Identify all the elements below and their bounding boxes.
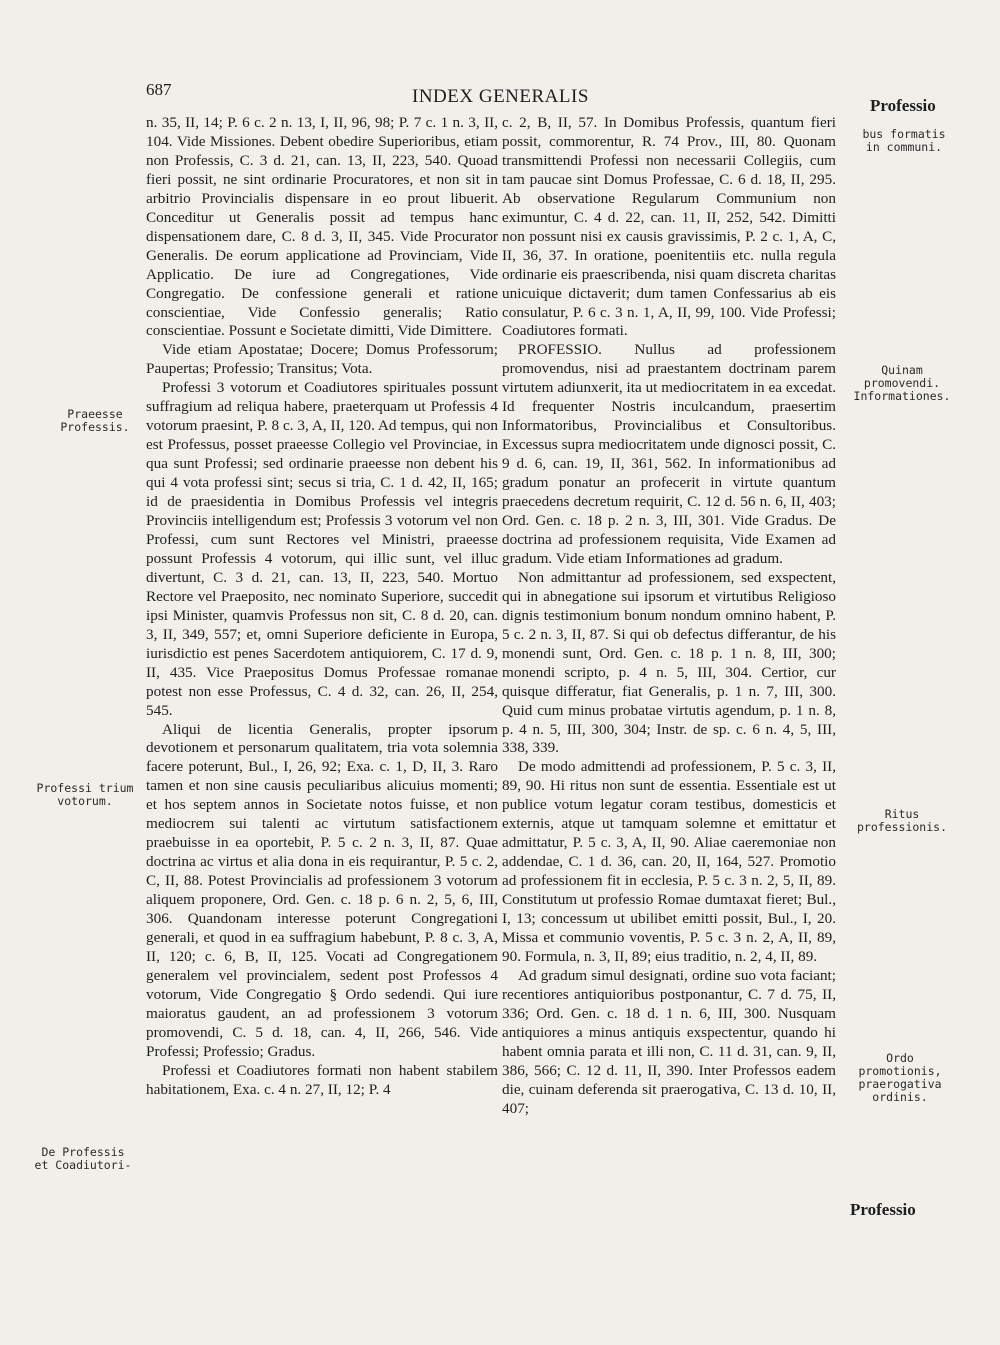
paragraph: Ad gradum simul designati, ordine suo vota faciant; recentiores antiquioribus postponantur, C. 7 d. 75, II, 336; Ord. Gen. c. 18 d. 1 n. 6, III, 300. Nusquam antiquiores a minus antiquis exspectentur, quando hi habent omnia parata et illi non, C. 11 d. 31, can. 9, II, 386, 566; C. 12 d. 11, II, 390. Inter Professos eadem die, cuinam deferenda sit praerogativa, C. 13 d. 10, II, 407; — [502, 966, 836, 1117]
catchword-bottom: Professio — [850, 1200, 916, 1219]
catchword-top: Professio — [870, 96, 936, 115]
margin-note: Professi trium votorum. — [36, 781, 134, 808]
margin-note: Quinam promovendi. Informationes. — [853, 363, 951, 403]
margin-note: Ritus professionis. — [856, 807, 947, 834]
paragraph: Professi et Coadiutores formati non habent stabilem habitationem, Exa. c. 4 n. 27, II, 12; P. 4 — [146, 1061, 498, 1098]
paragraph: n. 35, II, 14; P. 6 c. 2 n. 13, I, II, 96, 98; P. 7 c. 1 n. 3, II, 104. Vide Missiones. Debent obedire Superioribus, etiam non Professis, C. 3 d. 21, can. 13, II, 223, 540. Quoad fieri possit, ne sint ordinarie Procuratores, et non sit in arbitrio Provincialis dispensare in eo prout libuerit. Conceditur ut Generalis possit ad tempus hanc dispensationem dare, C. 8 d. 3, II, 345. Vide Procurator Generalis. De eorum applicatione ad Provinciam, Vide Applicatio. De iure ad Congregationes, Vide Congregatio. De confessione generali et ratione conscientiae, Vide Confessio generalis; Ratio conscientiae. Possunt e Societate dimitti, Vide Dimittere. — [146, 114, 498, 340]
margin-note: Ordo promotionis, praerogativa ordinis. — [858, 1051, 942, 1104]
margin-note: De Professis et Coadiutori- — [34, 1145, 132, 1172]
margin-note: bus formatis in communi. — [862, 127, 946, 154]
running-title: INDEX GENERALIS — [412, 86, 589, 107]
paragraph: Vide etiam Apostatae; Docere; Domus Professorum; Paupertas; Professio; Transitus; Vota. — [146, 341, 498, 378]
paragraph: Professi 3 votorum et Coadiutores spirituales possunt suffragium ad reliqua habere, praeterquam ut Professis 4 votorum praesint, P. 8 c. 3, A, II, 120. Ad tempus, qui non est Professus, posset praeesse Collegio vel Provinciae, in qua sunt Professi; sed ordinarie praeesse non debent his qui 4 vota professi sint; secus si tria, C. 1 d. 42, II, 165; id de praesidentia in Domibus Professis vel integris Provinciis intelligendum est; Professis 3 votorum vel non Professi, cum sunt Rectores vel Ministri, praeesse possunt Professis 4 votorum, qui illic sunt, vel illuc divertunt, C. 3 d. 21, can. 13, II, 223, 540. Mortuo Rectore vel Praeposito, nec nominato Superiore, succedit ipsi Minister, quamvis Professus non sit, C. 8 d. 20, can. 3, II, 349, 557; et, omni Superiore deficiente in Europa, iurisdictio est penes Sacerdotem antiquiorem, C. 17 d. 9, II, 435. Vice Praepositus Domus Professae romanae potest non esse Professus, C. 4 d. 32, can. 26, II, 254, 545. — [146, 379, 498, 719]
page-number: 687 — [146, 80, 172, 99]
paragraph: Non admittantur ad professionem, sed exspectent, qui in abnegatione sui ipsorum et virtutibus Religioso dignis testimonium bonum nondum omnino habent, P. 5 c. 2 n. 3, II, 87. Si qui ob defectus differantur, de his monendi sunt, Ord. Gen. c. 18 p. 1 n. 8, III, 300; monendi scripto, p. 4 n. 5, III, 304. Certior, cur quisque differatur, fiat Generalis, p. 1 n. 7, III, 300. Quid cum minus probatae virtutis agendum, p. 1 n. 8, p. 4 n. 5, III, 300, 304; Instr. de sp. c. 6 n. 4, 5, III, 338, 339. — [502, 568, 836, 757]
paragraph: c. 2, B, II, 57. In Domibus Professis, quantum fieri possit, commorentur, R. 74 Prov., III, 80. Quonam transmittendi Professi non necessarii Collegiis, cum tam paucae sint Domus Professae, C. 6 d. 18, II, 295. Ab observatione Regularum Communium non eximuntur, C. 4 d. 22, can. 11, II, 252, 542. Dimitti non possunt nisi ex causis gravissimis, P. 2 c. 1, A, C, II, 36, 37. In oratione, poenitentiis etc. nulla regula ordinarie eis praescribenda, nisi quam discreta charitas unicuique dictaverit; dum tamen Confessarius ab eis consulatur, P. 6 c. 3 n. 1, A, II, 99, 100. Vide Professi; Coadiutores formati. — [502, 114, 836, 340]
left-column — [146, 114, 498, 1100]
right-column — [502, 114, 836, 1119]
paragraph: PROFESSIO. Nullus ad professionem promovendus, nisi ad praestantem doctrinam parem virtutem adiunxerit, ita ut mediocritatem in ea excedat. Id frequenter Nostris inculcandum, praesertim Informatoribus, Provincialibus et Consultoribus. Excessus supra mediocritatem unde dignosci possit, C. 9 d. 6, can. 19, II, 361, 562. In informationibus ad gradum ponatur an profecerit in virtute quantum praecedens decretum requirit, C. 12 d. 56 n. 6, II, 403; Ord. Gen. c. 18 p. 2 n. 3, III, 301. Vide Gradus. De doctrina ad professionem requisita, Vide Examen ad gradum. Vide etiam Informationes ad gradum. — [502, 341, 836, 567]
margin-note: Praeesse Professis. — [60, 407, 130, 434]
paragraph: Aliqui de licentia Generalis, propter ipsorum devotionem et personarum qualitatem, tria vota solemnia facere poterunt, Bul., I, 26, 92; Exa. c. 1, D, II, 3. Raro tamen et non sine causis peculiaribus alicuius momenti; et hos septem annos in Societate notos fuisse, et non mediocrem sui talenti ac virtutum satisfactionem praebuisse in ea oportebit, P. 5 c. 2 n. 3, II, 87. Quae doctrina ac virtus et alia dona in eis requirantur, P. 5 c. 2, C, II, 88. Potest Provincialis ad professionem 3 votorum aliquem proponere, Ord. Gen. c. 18 p. 6 n. 2, 5, 6, III, 306. Quandonam interesse poterunt Congregationi generali, et quod in ea suffragium habebunt, P. 8 c. 3, A, II, 120; c. 6, B, II, 125. Vocati ad Congregationem generalem vel provincialem, sedent post Professos 4 votorum, Vide Congregatio § Ordo sedendi. Qui iure maioratus gaudent, an ad professionem 3 votorum promovendi, C. 5 d. 18, can. 4, II, 266, 546. Vide Professi; Professio; Gradus. — [146, 720, 498, 1060]
paragraph: De modo admittendi ad professionem, P. 5 c. 3, II, 89, 90. Hi ritus non sunt de essentia. Essentiale est ut publice votum legatur coram testibus, domesticis et externis, atque ut tamquam solemne et emittatur et admittatur, P. 5 c. 3, A, II, 90. Aliae caeremoniae non addendae, C. 1 d. 36, can. 20, II, 164, 527. Promotio ad professionem fit in ecclesia, P. 5 c. 3 n. 2, 5, II, 89. Constitutum ut professio Romae dumtaxat fieret; Bul., I, 13; concessum ut ubilibet emitti possit, Bul., I, 20. Missa et communio voventis, P. 5 c. 3 n. 2, A, II, 89, 90. Formula, n. 3, II, 89; eius traditio, n. 2, 4, II, 89. — [502, 758, 836, 965]
